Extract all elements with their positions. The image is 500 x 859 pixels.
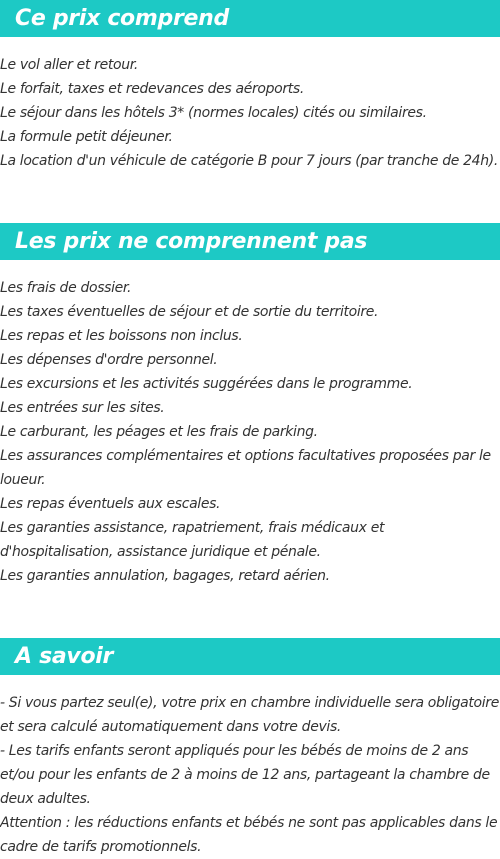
list-item: La location d'un véhicule de catégorie B pour 7 jours (par tranche de 24h). (0, 153, 498, 169)
section-title: Ce prix comprend (0, 0, 500, 37)
list-item: - Si vous partez seul(e), votre prix en chambre individuelle sera obligatoire et sera calculé automatiquement dans votre devis. (0, 695, 499, 735)
section-content (0, 53, 500, 173)
section-title: A savoir (0, 638, 500, 675)
list-item: Le vol aller et retour. (0, 57, 138, 73)
list-item: - Les tarifs enfants seront appliqués pour les bébés de moins de 2 ans et/ou pour les enfants de 2 à moins de 12 ans, partageant la chambre de deux adultes. (0, 743, 490, 807)
section-content (0, 691, 500, 859)
list-item: Les repas éventuels aux escales. (0, 496, 221, 512)
list-item: Le forfait, taxes et redevances des aéroports. (0, 81, 304, 97)
section-price-excludes (0, 223, 500, 588)
list-item: Les dépenses d'ordre personnel. (0, 352, 218, 368)
list-item: Les garanties assistance, rapatriement, frais médicaux et d'hospitalisation, assistance juridique et pénale. (0, 520, 385, 560)
list-item: Les frais de dossier. (0, 280, 132, 296)
list-item: Les repas et les boissons non inclus. (0, 328, 243, 344)
list-item: Les taxes éventuelles de séjour et de sortie du territoire. (0, 304, 379, 320)
list-item: Les excursions et les activités suggérées dans le programme. (0, 376, 413, 392)
section-content (0, 276, 500, 588)
list-item: Le séjour dans les hôtels 3* (normes locales) cités ou similaires. (0, 105, 427, 121)
list-item: Les assurances complémentaires et options facultatives proposées par le loueur. (0, 448, 491, 488)
section-good-to-know (0, 638, 500, 859)
section-title: Les prix ne comprennent pas (0, 223, 500, 260)
list-item: Les entrées sur les sites. (0, 400, 165, 416)
list-item: Attention : les réductions enfants et bébés ne sont pas applicables dans le cadre de tarifs promotionnels. (0, 815, 498, 855)
list-item: La formule petit déjeuner. (0, 129, 173, 145)
section-price-includes (0, 0, 500, 173)
list-item: Les garanties annulation, bagages, retard aérien. (0, 568, 330, 584)
list-item: Le carburant, les péages et les frais de parking. (0, 424, 318, 440)
